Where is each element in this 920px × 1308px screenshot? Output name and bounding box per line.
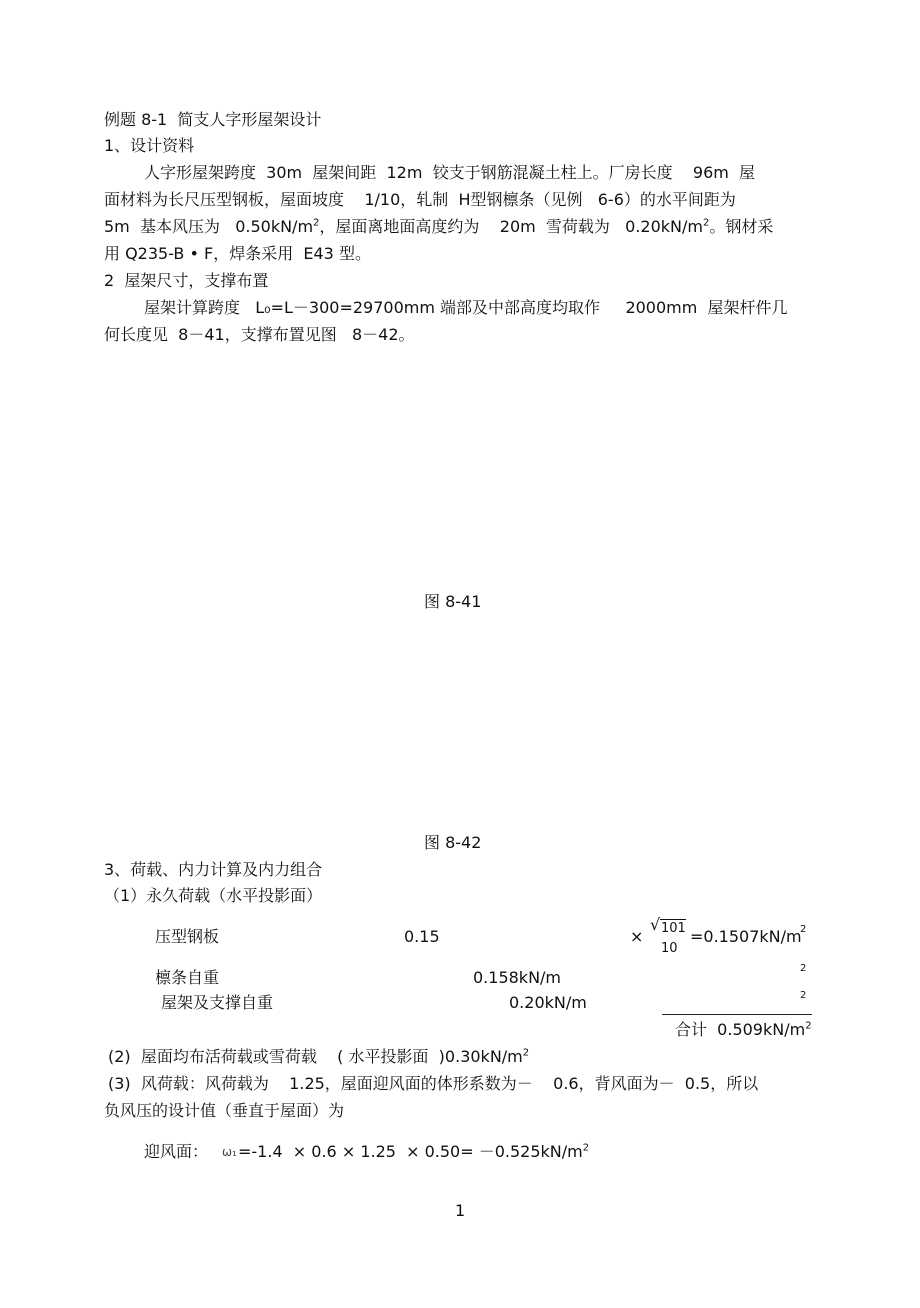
- windward-formula-text: =-1.4 × 0.6 × 1.25 × 0.50= －0.525kN/m: [238, 1142, 583, 1161]
- item-name-steel-deck: 压型钢板: [155, 927, 220, 946]
- section-1-line-2: 面材料为长尺压型钢板，屋面坡度 1/10，轧制 H型钢檩条（见例 6-6）的水平间距为: [104, 190, 736, 209]
- section-1-heading: 1、设计资料: [104, 136, 195, 155]
- figure-8-41-caption: 图 8-41: [424, 592, 482, 611]
- section-2-line-1: 屋架计算跨度 L₀=L－300=29700mm 端部及中部高度均取作 2000mm 屋架杆件几: [144, 298, 788, 317]
- sqrt-icon: √: [650, 915, 661, 934]
- item-value-truss-bracing: 0.20kN/m: [509, 993, 587, 1012]
- superscript-2: 2: [805, 1020, 812, 1032]
- figure-8-42-caption: 图 8-42: [424, 833, 482, 852]
- live-load-text: (2) 屋面均布活荷载或雪荷载 ( 水平投影面 )0.30kN/m: [108, 1047, 523, 1066]
- superscript-2: 2: [702, 217, 710, 229]
- total-line: [675, 1020, 812, 1040]
- sum-divider: [662, 1014, 812, 1015]
- section-2-heading: 2 屋架尺寸，支撑布置: [104, 271, 269, 290]
- page-number: 1: [455, 1201, 466, 1220]
- times-sign: ×: [630, 927, 644, 946]
- section-1-line-3: [104, 217, 773, 237]
- total-text: 合计 0.509kN/m: [675, 1020, 806, 1039]
- sqrt-fraction: [650, 917, 690, 957]
- superscript-2: 2: [800, 924, 807, 935]
- example-title: 例题 8-1 简支人字形屋架设计: [104, 110, 322, 129]
- steel-text: 。钢材采: [709, 217, 774, 236]
- section-2-line-2: 何长度见 8－41，支撑布置见图 8－42。: [104, 325, 415, 344]
- basic-wind-pressure-text: 5m 基本风压为 0.50kN/m: [104, 217, 314, 236]
- section-1-line-1: 人字形屋架跨度 30m 屋架间距 12m 铰支于钢筋混凝土柱上。厂房长度 96m 屋: [144, 163, 756, 182]
- superscript-2: 2: [800, 963, 807, 974]
- item-name-purlin: 檩条自重: [155, 968, 220, 987]
- wind-load-line-2: 负风压的设计值（垂直于屋面）为: [104, 1101, 345, 1120]
- superscript-2: 2: [522, 1047, 530, 1059]
- windward-label: 迎风面：: [144, 1142, 209, 1161]
- item-name-truss-bracing: 屋架及支撑自重: [161, 993, 274, 1012]
- section-1-line-4: 用 Q235-B • F，焊条采用 E43 型。: [104, 244, 371, 263]
- steel-deck-result: [690, 927, 802, 947]
- wind-load-line-1: (3) 风荷载：风荷载为 1.25，屋面迎风面的体形系数为－ 0.6，背风面为－ 0.5，所以: [108, 1074, 759, 1093]
- sqrt-vinculum: [660, 919, 686, 920]
- permanent-load-heading: （1）永久荷载（水平投影面）: [104, 886, 323, 905]
- height-snow-text: ，屋面离地面高度约为 20m 雪荷载为 0.20kN/m: [319, 217, 703, 236]
- section-3-heading: 3、荷载、内力计算及内力组合: [104, 860, 323, 879]
- item-value-steel-deck: 0.15: [404, 927, 440, 946]
- fraction-denominator: 10: [661, 941, 678, 956]
- superscript-2: 2: [800, 990, 807, 1001]
- windward-formula: [238, 1142, 589, 1162]
- superscript-2: 2: [582, 1142, 590, 1154]
- steel-deck-result-text: =0.1507kN/m: [690, 927, 802, 946]
- superscript-2: 2: [313, 217, 320, 229]
- sqrt-numerator: 101: [661, 921, 686, 936]
- live-load-line: [108, 1047, 529, 1067]
- item-value-purlin: 0.158kN/m: [473, 968, 562, 987]
- omega-symbol: ω₁: [222, 1145, 237, 1159]
